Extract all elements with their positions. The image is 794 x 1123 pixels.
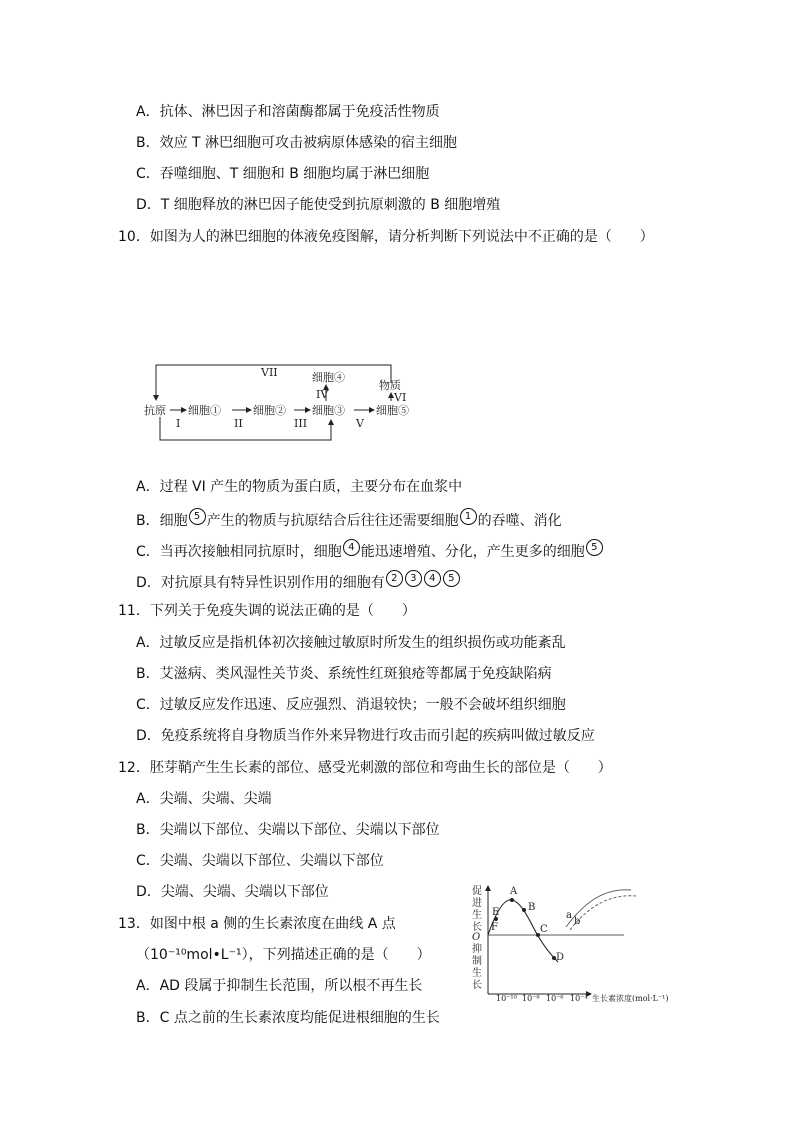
q12-stem: 12．胚芽鞘产生生长素的部位、感受光刺激的部位和弯曲生长的部位是（ ）: [118, 760, 612, 776]
process-vi-label: VI: [394, 391, 407, 404]
humoral-immunity-diagram: [136, 355, 436, 455]
process-iii-label: III: [294, 417, 308, 430]
q12-option-c: C．尖端、尖端以下部位、尖端以下部位: [136, 853, 384, 869]
q10-option-b: B．细胞 5 产生的物质与抗原结合后往往还需要细胞 1 的吞噬、消化: [136, 508, 562, 531]
cell1-node: 细胞①: [188, 404, 221, 417]
cell4-node: 细胞④: [312, 371, 345, 384]
process-iv-label: IV: [316, 388, 329, 401]
q11-stem: 11．下列关于免疫失调的说法正确的是（ ）: [118, 603, 416, 619]
y-axis-up-1: 促: [472, 886, 482, 897]
x-axis-label: 生长素浓度(mol·L⁻¹): [592, 994, 669, 1002]
svg-text:10⁻⁶: 10⁻⁶: [546, 994, 564, 1002]
cell5-node: 细胞⑤: [376, 404, 409, 417]
auxin-concentration-graph: [466, 882, 700, 1002]
q11-option-d: D．免疫系统将自身物质当作外来异物进行攻击而引起的疾病叫做过敏反应: [136, 728, 595, 744]
svg-text:长: 长: [472, 980, 482, 991]
svg-text:进: 进: [472, 898, 482, 909]
q10-option-c: C．当再次接触相同抗原时，细胞 4 能迅速增殖、分化，产生更多的细胞 5: [136, 539, 604, 562]
circled-number: 5: [189, 508, 206, 525]
q11-option-c: C．过敏反应发作迅速、反应强烈、消退较快；一般不会破坏组织细胞: [136, 697, 566, 713]
svg-text:a: a: [566, 910, 572, 921]
q10-stem: 10．如图为人的淋巴细胞的体液免疫图解，请分析判断下列说法中不正确的是（ ）: [118, 229, 654, 245]
q11-option-b: B．艾滋病、类风湿性关节炎、系统性红斑狼疮等都属于免疫缺陷病: [136, 666, 552, 682]
q10-option-a: A．过程 VI 产生的物质为蛋白质，主要分布在血浆中: [136, 479, 463, 495]
svg-text:10⁻¹⁰: 10⁻¹⁰: [496, 994, 517, 1002]
q9-option-a: A．抗体、淋巴因子和溶菌酶都属于免疫活性物质: [136, 104, 440, 120]
q10-option-d: D．对抗原具有特异性识别作用的细胞有 2 3 4 5: [136, 570, 461, 593]
cell3-node: 细胞③: [312, 404, 345, 417]
svg-text:生: 生: [472, 968, 482, 979]
circled-number: 2: [386, 570, 403, 587]
cell2-node: 细胞②: [253, 404, 286, 417]
q12-option-d: D．尖端、尖端、尖端以下部位: [136, 884, 329, 900]
circled-number: 5: [586, 539, 603, 556]
svg-text:制: 制: [472, 956, 482, 967]
q9-option-d: D．T 细胞释放的淋巴因子能使受到抗原刺激的 B 细胞增殖: [136, 197, 501, 213]
q9-option-c: C．吞噬细胞、T 细胞和 B 细胞均属于淋巴细胞: [136, 166, 430, 182]
svg-text:10⁻⁸: 10⁻⁸: [522, 994, 540, 1002]
q13-option-b: B．C 点之前的生长素浓度均能促进根细胞的生长: [136, 1010, 440, 1026]
y-origin-label: O: [472, 932, 481, 943]
process-v-label: V: [356, 417, 364, 430]
svg-text:C: C: [540, 924, 548, 935]
circled-number: 1: [460, 508, 477, 525]
process-vii-label: VII: [261, 366, 278, 379]
antigen-node: 抗原: [144, 404, 166, 417]
substance-node: 物质: [379, 379, 401, 392]
circled-number: 3: [405, 570, 422, 587]
svg-text:长: 长: [472, 922, 482, 933]
svg-text:10⁻⁴: 10⁻⁴: [570, 994, 588, 1002]
y-axis-down-1: 抑: [472, 944, 482, 955]
svg-text:A: A: [510, 886, 518, 897]
circled-number: 4: [424, 570, 441, 587]
circled-number: 4: [343, 539, 360, 556]
q9-option-b: B．效应 T 淋巴细胞可攻击被病原体感染的宿主细胞: [136, 135, 458, 151]
q13-option-a: A．AD 段属于抑制生长范围，所以根不再生长: [136, 978, 423, 994]
q12-option-b: B．尖端以下部位、尖端以下部位、尖端以下部位: [136, 822, 440, 838]
svg-text:b: b: [574, 916, 581, 927]
q13-stem-line1: 13．如图中根 a 侧的生长素浓度在曲线 A 点: [118, 916, 396, 932]
svg-text:B: B: [528, 902, 536, 913]
q11-option-a: A．过敏反应是指机体初次接触过敏原时所发生的组织损伤或功能紊乱: [136, 635, 566, 651]
circled-number: 5: [443, 570, 460, 587]
svg-text:F: F: [491, 922, 498, 933]
q13-stem-line2: （10⁻¹⁰mol•L⁻¹），下列描述正确的是（ ）: [136, 947, 431, 963]
svg-text:E: E: [492, 907, 500, 918]
process-ii-label: II: [234, 417, 243, 430]
svg-text:D: D: [556, 952, 565, 963]
q12-option-a: A．尖端、尖端、尖端: [136, 791, 272, 807]
process-i-label: I: [176, 417, 181, 430]
svg-text:生: 生: [472, 910, 482, 921]
